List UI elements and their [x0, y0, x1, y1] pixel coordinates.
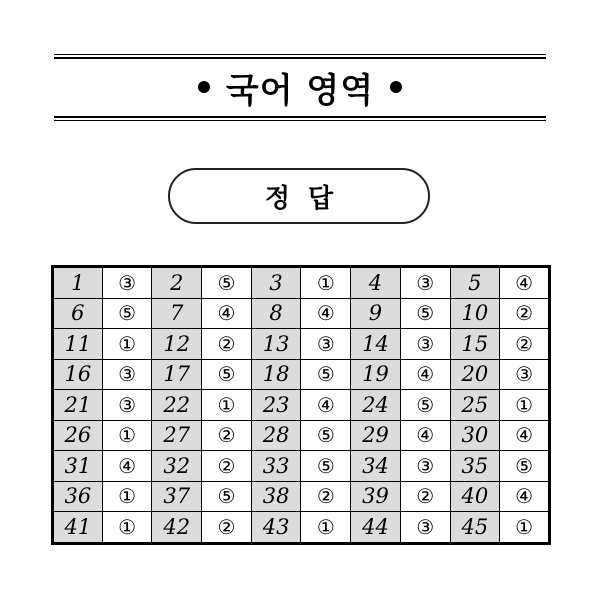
answer-choice: ①: [102, 329, 152, 360]
answer-choice: ⑤: [400, 298, 450, 329]
answer-choice: ②: [400, 481, 450, 512]
answer-choice: ①: [102, 512, 152, 544]
question-number: 39: [351, 481, 401, 512]
table-row: [53, 359, 550, 390]
question-number: 38: [251, 481, 301, 512]
answer-choice: ③: [400, 267, 450, 299]
table-row: [53, 390, 550, 421]
answer-choice: ④: [500, 481, 550, 512]
question-number: 45: [450, 512, 500, 544]
question-number: 33: [251, 451, 301, 482]
question-number: 41: [53, 512, 103, 544]
answer-choice: ①: [301, 267, 351, 299]
top-rule-lower: [54, 57, 546, 59]
question-number: 4: [351, 267, 401, 299]
table-row: [53, 420, 550, 451]
question-number: 12: [152, 329, 202, 360]
answer-choice: ②: [202, 451, 252, 482]
answer-choice: ③: [102, 267, 152, 299]
question-number: 7: [152, 298, 202, 329]
answer-choice: ①: [301, 512, 351, 544]
question-number: 15: [450, 329, 500, 360]
answer-choice: ⑤: [202, 359, 252, 390]
question-number: 17: [152, 359, 202, 390]
answer-choice: ①: [202, 390, 252, 421]
answer-choice: ①: [500, 512, 550, 544]
question-number: 28: [251, 420, 301, 451]
answer-choice: ②: [202, 420, 252, 451]
answer-choice: ②: [202, 329, 252, 360]
answer-label-box: [168, 168, 430, 224]
answer-choice: ⑤: [301, 359, 351, 390]
answer-choice: ⑤: [400, 390, 450, 421]
answer-choice: ③: [102, 359, 152, 390]
question-number: 6: [53, 298, 103, 329]
bottom-rule-lower: [54, 120, 546, 121]
answer-choice: ④: [202, 298, 252, 329]
table-row: [53, 298, 550, 329]
page-title: [54, 60, 546, 114]
top-rule-upper: [54, 54, 546, 55]
question-number: 18: [251, 359, 301, 390]
bullet-left: [198, 81, 210, 93]
question-number: 44: [351, 512, 401, 544]
question-number: 30: [450, 420, 500, 451]
answer-choice: ②: [301, 481, 351, 512]
question-number: 11: [53, 329, 103, 360]
question-number: 8: [251, 298, 301, 329]
answer-choice: ⑤: [202, 481, 252, 512]
answer-choice: ④: [400, 420, 450, 451]
bullet-right: [390, 81, 402, 93]
answer-choice: ③: [102, 390, 152, 421]
question-number: 42: [152, 512, 202, 544]
answer-choice: ①: [500, 390, 550, 421]
answer-label: 정답: [264, 183, 352, 214]
question-number: 36: [53, 481, 103, 512]
answer-choice: ②: [500, 329, 550, 360]
question-number: 32: [152, 451, 202, 482]
question-number: 25: [450, 390, 500, 421]
table-row: [53, 329, 550, 360]
title-text: 국어 영역: [225, 70, 375, 111]
answer-choice: ③: [400, 329, 450, 360]
question-number: 5: [450, 267, 500, 299]
question-number: 40: [450, 481, 500, 512]
question-number: 16: [53, 359, 103, 390]
question-number: 34: [351, 451, 401, 482]
question-number: 10: [450, 298, 500, 329]
answer-choice: ④: [301, 390, 351, 421]
question-number: 14: [351, 329, 401, 360]
answer-choice: ⑤: [301, 420, 351, 451]
question-number: 43: [251, 512, 301, 544]
question-number: 26: [53, 420, 103, 451]
answer-choice: ①: [102, 481, 152, 512]
answer-choice: ①: [102, 420, 152, 451]
question-number: 23: [251, 390, 301, 421]
question-number: 27: [152, 420, 202, 451]
question-number: 13: [251, 329, 301, 360]
question-number: 21: [53, 390, 103, 421]
table-row: [53, 512, 550, 544]
bottom-rule-upper: [54, 116, 546, 118]
question-number: 20: [450, 359, 500, 390]
question-number: 19: [351, 359, 401, 390]
answer-choice: ④: [400, 359, 450, 390]
question-number: 24: [351, 390, 401, 421]
answer-choice: ③: [400, 512, 450, 544]
question-number: 3: [251, 267, 301, 299]
answer-choice: ⑤: [202, 267, 252, 299]
question-number: 35: [450, 451, 500, 482]
question-number: 37: [152, 481, 202, 512]
answer-choice: ⑤: [500, 451, 550, 482]
answer-table: [51, 265, 551, 545]
answer-choice: ②: [500, 298, 550, 329]
answer-choice: ③: [400, 451, 450, 482]
answer-choice: ③: [301, 329, 351, 360]
answer-choice: ④: [500, 267, 550, 299]
table-row: [53, 481, 550, 512]
answer-choice: ③: [500, 359, 550, 390]
answer-choice: ⑤: [102, 298, 152, 329]
question-number: 29: [351, 420, 401, 451]
table-row: [53, 451, 550, 482]
table-row: [53, 267, 550, 299]
answer-choice: ⑤: [301, 451, 351, 482]
answer-choice: ④: [500, 420, 550, 451]
question-number: 1: [53, 267, 103, 299]
question-number: 22: [152, 390, 202, 421]
question-number: 9: [351, 298, 401, 329]
answer-choice: ④: [301, 298, 351, 329]
question-number: 2: [152, 267, 202, 299]
question-number: 31: [53, 451, 103, 482]
answer-choice: ②: [202, 512, 252, 544]
answer-choice: ④: [102, 451, 152, 482]
